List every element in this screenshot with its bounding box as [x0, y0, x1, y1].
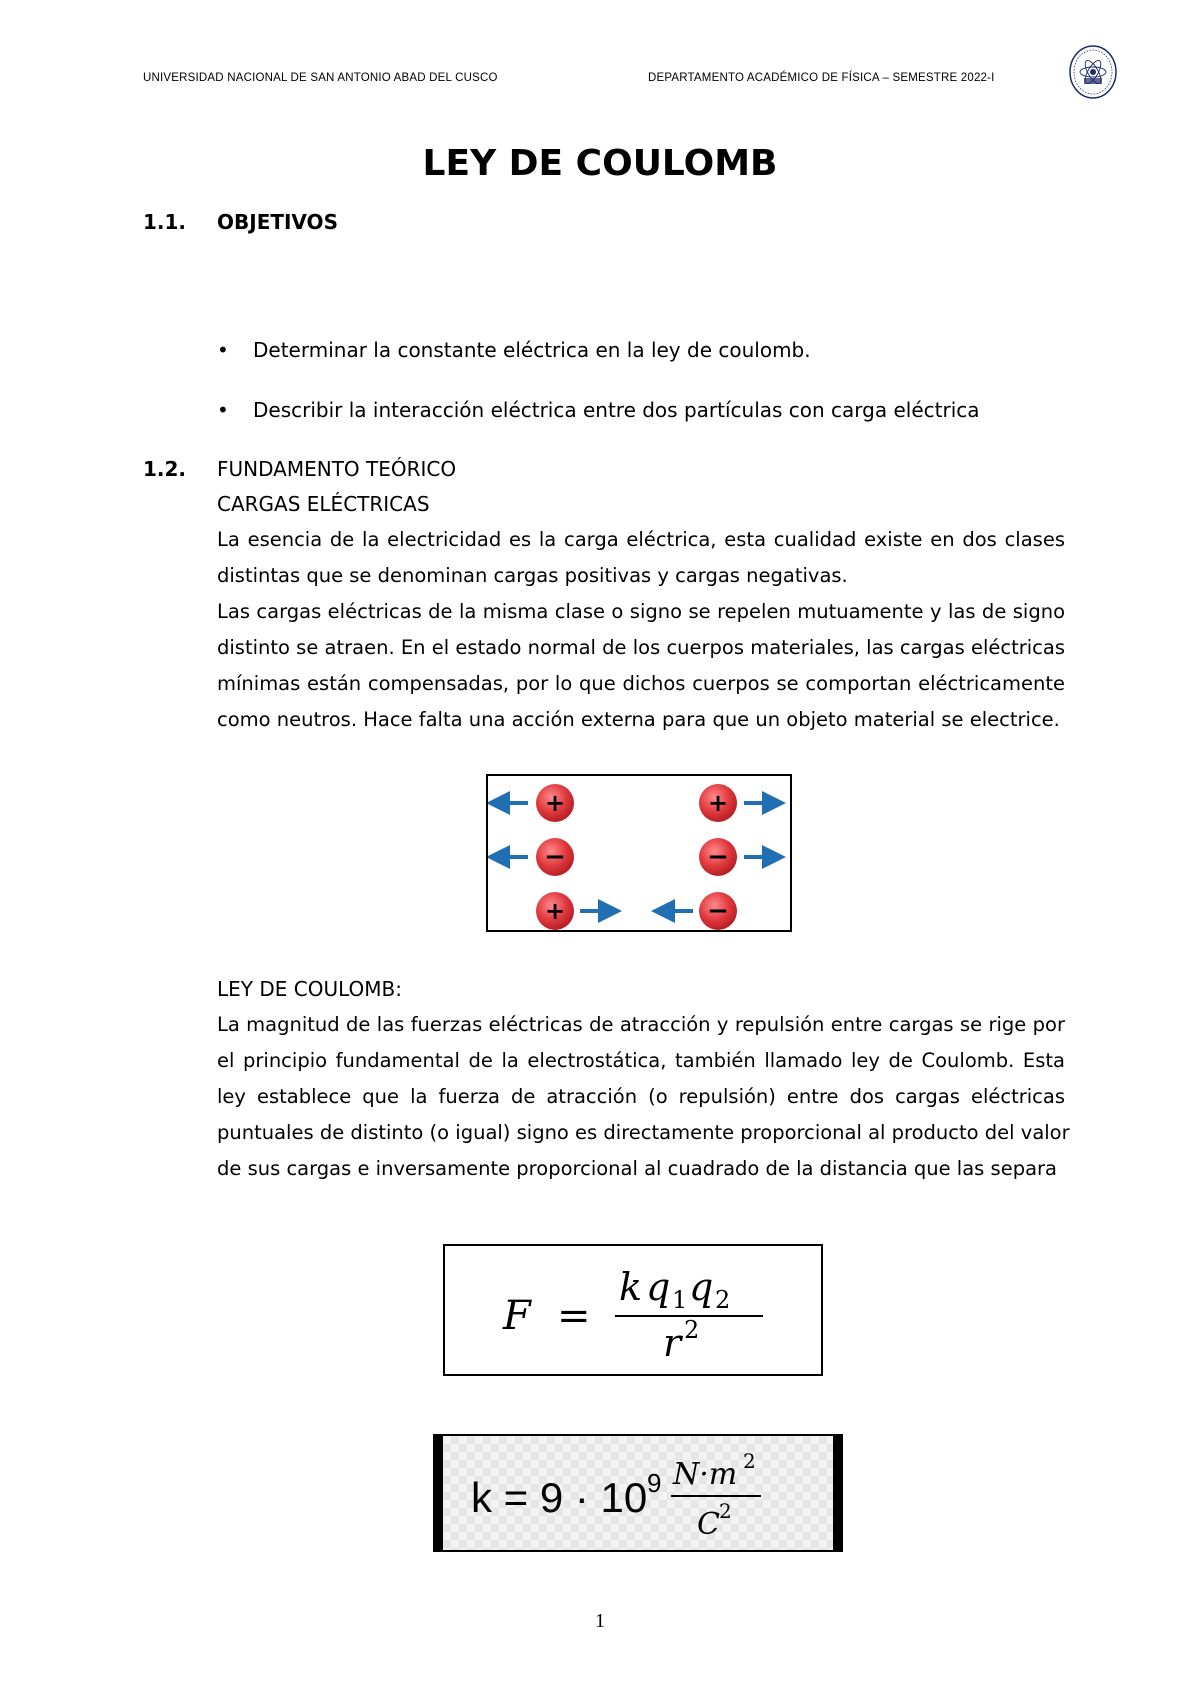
positive-sign: +: [544, 897, 566, 925]
constant-lhs: k = 9 · 10: [471, 1474, 648, 1521]
constant-unit-num-exp: 2: [743, 1449, 756, 1473]
section-2-title: FUNDAMENTO TEÓRICO: [217, 457, 457, 481]
negative-sign: −: [544, 842, 566, 872]
text-line: el principio fundamental de la electrostática, también llamado ley de Coulomb. Esta: [217, 1049, 1065, 1072]
paragraph-charges: [217, 522, 1065, 738]
text-line: La esencia de la electricidad es la carga eléctrica, esta cualidad existe en dos clases: [217, 528, 1065, 551]
university-seal-icon: [1068, 44, 1118, 100]
positive-sign: +: [707, 789, 729, 817]
section-1-title: OBJETIVOS: [217, 210, 338, 234]
text-line: como neutros. Hace falta una acción externa para que un objeto material se electrice.: [217, 708, 1060, 731]
header-department: DEPARTAMENTO ACADÉMICO DE FÍSICA – SEMESTRE 2022-I: [648, 72, 995, 84]
constant-unit-denominator: C: [697, 1507, 720, 1542]
objective-item-2: [217, 398, 980, 422]
page-number: 1: [595, 1610, 605, 1632]
section-1-number: 1.1.: [143, 210, 187, 234]
formula-equals: =: [557, 1293, 591, 1339]
charges-diagram: [488, 776, 790, 930]
coulomb-formula: [445, 1246, 821, 1374]
bullet-icon: •: [217, 338, 229, 362]
constant-unit-numerator: N·m: [673, 1457, 738, 1492]
coulomb-constant-box: [433, 1434, 843, 1552]
objective-text-2: Describir la interacción eléctrica entre dos partículas con carga eléctrica: [253, 398, 980, 422]
objective-text-1: Determinar la constante eléctrica en la ley de coulomb.: [253, 338, 811, 362]
formula-r: r: [663, 1321, 682, 1365]
formula-sub1: 1: [672, 1286, 688, 1314]
formula-k: k: [619, 1265, 643, 1309]
coulomb-constant: [443, 1436, 833, 1550]
constant-unit-den-exp: 2: [719, 1499, 732, 1523]
formula-q2: q: [689, 1265, 714, 1309]
section-2-number: 1.2.: [143, 457, 187, 481]
formula-force: F: [503, 1293, 531, 1339]
text-line: distinto se atraen. En el estado normal de los cuerpos materiales, las cargas eléctricas: [217, 636, 1065, 659]
text-line: mínimas están compensadas, por lo que dichos cuerpos se comportan eléctricamente: [217, 672, 1065, 695]
charges-interaction-figure: [486, 774, 792, 932]
formula-sub2: 2: [715, 1286, 731, 1314]
objective-item-1: [217, 338, 811, 362]
positive-sign: +: [544, 789, 566, 817]
formula-q1: q: [646, 1265, 671, 1309]
text-line: La magnitud de las fuerzas eléctricas de atracción y repulsión entre cargas se rige por: [217, 1013, 1065, 1036]
constant-exponent: 9: [647, 1468, 662, 1498]
bullet-icon: •: [217, 398, 229, 422]
coulomb-formula-box: [443, 1244, 823, 1376]
subsection-title-charges: CARGAS ELÉCTRICAS: [217, 492, 430, 516]
document-title: LEY DE COULOMB: [422, 143, 778, 184]
negative-sign: −: [707, 842, 729, 872]
text-line: ley establece que la fuerza de atracción (o repulsión) entre dos cargas eléctricas: [217, 1085, 1065, 1108]
header-university: UNIVERSIDAD NACIONAL DE SAN ANTONIO ABAD DEL CUSCO: [143, 72, 498, 84]
text-line: de sus cargas e inversamente proporcional al cuadrado de la distancia que las separa: [217, 1157, 1057, 1180]
text-line: puntuales de distinto (o igual) signo es directamente proporcional al producto del valor: [217, 1121, 1070, 1144]
formula-r-exponent: 2: [684, 1316, 700, 1344]
coulomb-law-heading: LEY DE COULOMB:: [217, 977, 402, 1001]
negative-sign: −: [707, 896, 729, 926]
text-line: Las cargas eléctricas de la misma clase o signo se repelen mutuamente y las de signo: [217, 600, 1065, 623]
paragraph-coulomb-law: [217, 1007, 1070, 1187]
text-line: distintas que se denominan cargas positivas y cargas negativas.: [217, 564, 848, 587]
